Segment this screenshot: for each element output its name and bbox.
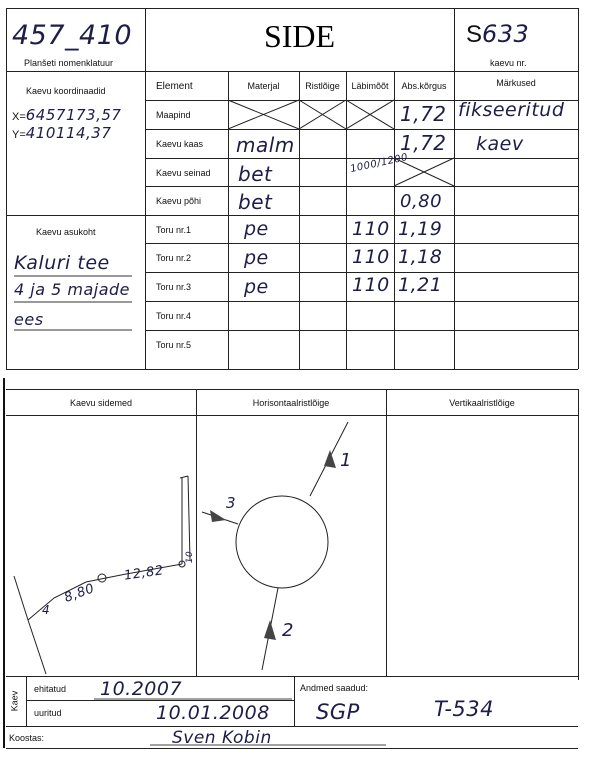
pipe-label: 3	[226, 494, 237, 512]
col-header-diameter: Läbimõõt	[351, 81, 389, 91]
cell-height: 1,19	[398, 218, 443, 240]
measured-value: 10.01.2008	[156, 702, 270, 724]
pipe-label: 2	[282, 620, 294, 641]
location-line-2: 4 ja 5 majade	[14, 280, 131, 299]
row-element-label: Toru nr.3	[156, 282, 192, 292]
row-element-label: Toru nr.4	[156, 311, 192, 321]
col-label-vertical: Vertikaalristlõige	[449, 398, 515, 408]
data-source-code: T-534	[434, 697, 494, 721]
sketch-dim: 8,80	[62, 581, 97, 606]
col-label-horizontal: Horisontaalristlõige	[252, 398, 330, 408]
cell-material: bet	[238, 162, 273, 186]
built-value: 10.2007	[100, 678, 183, 700]
author-label: Koostas:	[9, 733, 45, 743]
measured-label: uuritud	[34, 708, 62, 718]
well-number: 633	[482, 20, 530, 48]
sketch-dim: 4	[42, 603, 51, 617]
col-header-notes: Märkused	[496, 78, 536, 88]
author-signature: Sven Kobin	[172, 728, 272, 748]
well-label: kaevu nr.	[490, 58, 527, 68]
author-underline	[150, 744, 390, 748]
cell-diameter: 1000/1200	[349, 152, 410, 176]
cell-material: pe	[244, 218, 269, 240]
row-element-label: Kaevu seinad	[156, 168, 211, 178]
cell-diameter: 110	[352, 246, 390, 268]
well-prefix: S	[466, 21, 483, 48]
cell-height: 1,72	[400, 131, 447, 155]
location-line-3: ees	[14, 310, 44, 329]
footer-side-label: Kaev	[9, 690, 20, 712]
built-label: ehitatud	[34, 684, 67, 694]
coord-y-prefix: Y=	[12, 129, 26, 141]
coord-x-value: 6457173,57	[25, 106, 122, 124]
cell-material: bet	[238, 190, 273, 214]
sketch-dim: 12,82	[123, 563, 165, 584]
col-header-cross-section: Ristlõige	[305, 81, 340, 91]
plan-label: Planšeti nomenklatuur	[24, 58, 114, 68]
cell-material: pe	[244, 247, 269, 269]
cell-height: 1,18	[398, 246, 443, 268]
row-element-label: Maapind	[156, 110, 191, 120]
cell-diameter: 110	[352, 274, 390, 296]
coord-y-value: 410114,37	[25, 124, 112, 142]
col-header-material: Materjal	[247, 81, 280, 91]
cell-notes: kaev	[476, 133, 524, 155]
row-element-label: Toru nr.1	[156, 225, 192, 235]
coords-label: Kaevu koordinaadid	[26, 86, 106, 96]
cell-diameter: 110	[352, 218, 390, 240]
cell-material: pe	[244, 276, 269, 298]
pipe-label: 1	[340, 450, 352, 471]
data-source-label: Andmed saadud:	[300, 683, 369, 693]
ties-sketch	[6, 416, 196, 676]
cell-height: 0,80	[400, 191, 443, 212]
cell-notes: fikseeritud	[458, 99, 565, 121]
location-label: Kaevu asukoht	[36, 227, 96, 237]
row-element-label: Kaevu kaas	[156, 139, 204, 149]
row-element-label: Kaevu põhi	[156, 196, 202, 206]
coord-x-prefix: X=	[12, 111, 26, 123]
data-source-value: SGP	[316, 700, 360, 724]
location-line-1: Kaluri tee	[14, 252, 110, 274]
cell-height: 1,21	[398, 274, 443, 296]
cell-height: 1,72	[400, 102, 447, 126]
sketch-dim: 10	[185, 550, 196, 564]
col-label-ties: Kaevu sidemed	[69, 398, 133, 408]
form-title: SIDE	[263, 18, 336, 54]
well-circle	[236, 496, 328, 588]
plan-number: 457_410	[12, 20, 133, 51]
col-header-abs-height: Abs.kõrgus	[401, 81, 447, 91]
col-header-element: Element	[156, 81, 193, 92]
row-element-label: Toru nr.2	[156, 253, 192, 263]
cell-material: malm	[236, 133, 295, 157]
row-element-label: Toru nr.5	[156, 340, 192, 350]
